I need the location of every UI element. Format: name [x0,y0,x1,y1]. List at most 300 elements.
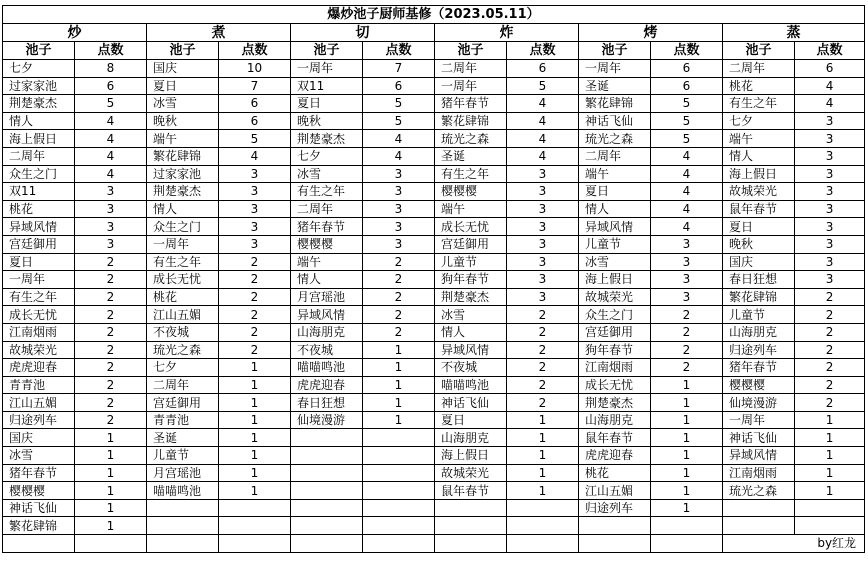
empty-cell [363,447,435,465]
pool-name-cell: 繁花肆锦 [723,288,795,306]
point-count-cell: 3 [363,218,435,236]
point-count-cell: 1 [75,482,147,500]
pool-name-cell: 一周年 [723,411,795,429]
empty-cell [507,535,579,553]
table-row [3,447,865,465]
count-column-header: 点数 [507,42,579,60]
table-row [3,341,865,359]
count-column-header: 点数 [651,42,723,60]
point-count-cell: 1 [795,482,865,500]
table-row [3,306,865,324]
empty-cell [435,499,507,517]
pool-name-cell: 山海朋克 [579,411,651,429]
point-count-cell: 2 [507,376,579,394]
pool-column-header: 池子 [147,42,219,60]
point-count-cell: 4 [795,77,865,95]
pool-name-cell: 端午 [579,165,651,183]
table-row [3,165,865,183]
point-count-cell: 2 [651,323,723,341]
empty-cell [291,535,363,553]
pool-name-cell: 猪年春节 [3,464,75,482]
point-count-cell: 1 [363,341,435,359]
pool-name-cell: 荆楚豪杰 [147,183,219,201]
table-row [3,271,865,289]
pool-name-cell: 桃花 [3,200,75,218]
empty-cell [651,517,723,535]
pool-name-cell: 猪年春节 [723,359,795,377]
point-count-cell: 3 [507,165,579,183]
pool-name-cell: 端午 [723,130,795,148]
pool-name-cell: 海上假日 [435,447,507,465]
pool-name-cell: 情人 [291,271,363,289]
pool-name-cell: 归途列车 [723,341,795,359]
pool-name-cell: 晚秋 [291,112,363,130]
cooking-method-header: 煮 [147,24,291,42]
pool-name-cell: 情人 [579,200,651,218]
point-count-cell: 2 [795,376,865,394]
point-count-cell: 1 [363,376,435,394]
pool-name-cell: 荆楚豪杰 [291,130,363,148]
pool-name-cell: 冰雪 [3,447,75,465]
table-row [3,323,865,341]
cooking-method-header: 烤 [579,24,723,42]
table-row [3,288,865,306]
point-count-cell: 7 [219,77,291,95]
pool-name-cell: 异域风情 [579,218,651,236]
point-count-cell: 3 [507,235,579,253]
pool-name-cell: 端午 [291,253,363,271]
pool-name-cell: 青青池 [147,411,219,429]
point-count-cell: 3 [219,218,291,236]
table-row [3,482,865,500]
empty-cell [435,535,507,553]
point-count-cell: 1 [795,447,865,465]
point-count-cell: 1 [75,429,147,447]
pool-name-cell: 春日狂想 [291,394,363,412]
pool-name-cell: 众生之门 [3,165,75,183]
point-count-cell: 1 [795,464,865,482]
point-count-cell: 1 [75,517,147,535]
pool-name-cell: 海上假日 [3,130,75,148]
point-count-cell: 4 [363,130,435,148]
pool-name-cell: 宫廷御用 [579,323,651,341]
pool-name-cell: 虎虎迎春 [291,376,363,394]
table-row [3,147,865,165]
pool-name-cell: 有生之年 [723,95,795,113]
point-count-cell: 1 [507,411,579,429]
pool-name-cell: 二周年 [147,376,219,394]
point-count-cell: 3 [363,165,435,183]
table-row [3,376,865,394]
point-count-cell: 2 [363,323,435,341]
table-row [3,411,865,429]
pool-name-cell: 异域风情 [723,447,795,465]
pool-name-cell: 江山五媚 [579,482,651,500]
pool-name-cell: 江南烟雨 [579,359,651,377]
empty-cell [219,499,291,517]
point-count-cell: 5 [507,77,579,95]
pool-name-cell: 儿童节 [723,306,795,324]
pool-name-cell: 不夜城 [147,323,219,341]
point-count-cell: 3 [219,183,291,201]
pool-name-cell: 狗年春节 [435,271,507,289]
pool-name-cell: 虎虎迎春 [3,359,75,377]
point-count-cell: 3 [507,253,579,271]
point-count-cell: 1 [219,464,291,482]
point-count-cell: 4 [507,147,579,165]
point-count-cell: 2 [75,394,147,412]
pool-name-cell: 荆楚豪杰 [579,394,651,412]
pool-name-cell: 成长无忧 [579,376,651,394]
pool-name-cell: 神话飞仙 [723,429,795,447]
empty-cell [579,517,651,535]
point-count-cell: 1 [507,482,579,500]
point-count-cell: 3 [507,271,579,289]
point-count-cell: 3 [651,235,723,253]
point-count-cell: 4 [75,165,147,183]
pool-name-cell: 故城荣光 [579,288,651,306]
pool-name-cell: 异域风情 [435,341,507,359]
pool-name-cell: 冰雪 [147,95,219,113]
pool-name-cell: 圣诞 [147,429,219,447]
pool-name-cell: 夏日 [3,253,75,271]
empty-cell [147,535,219,553]
count-column-header: 点数 [795,42,865,60]
point-count-cell: 3 [651,271,723,289]
pool-name-cell: 成长无忧 [147,271,219,289]
pool-name-cell: 有生之年 [435,165,507,183]
pool-column-header: 池子 [579,42,651,60]
empty-cell [147,517,219,535]
point-count-cell: 1 [651,499,723,517]
point-count-cell: 2 [651,359,723,377]
pool-name-cell: 国庆 [723,253,795,271]
point-count-cell: 3 [75,235,147,253]
pool-name-cell: 青青池 [3,376,75,394]
pool-name-cell: 冰雪 [435,306,507,324]
empty-cell [291,429,363,447]
point-count-cell: 1 [219,447,291,465]
pool-name-cell: 一周年 [435,77,507,95]
pool-column-header: 池子 [3,42,75,60]
pool-name-cell: 儿童节 [147,447,219,465]
pool-name-cell: 仙境漫游 [291,411,363,429]
point-count-cell: 2 [75,306,147,324]
pool-name-cell: 月宫瑶池 [291,288,363,306]
point-count-cell: 1 [363,359,435,377]
pool-name-cell: 江南烟雨 [723,464,795,482]
point-count-cell: 6 [75,77,147,95]
pool-name-cell: 双11 [3,183,75,201]
pool-name-cell: 神话飞仙 [3,499,75,517]
point-count-cell: 3 [75,218,147,236]
point-count-cell: 4 [75,147,147,165]
point-count-cell: 3 [795,271,865,289]
empty-cell [3,535,75,553]
point-count-cell: 2 [363,288,435,306]
point-count-cell: 4 [75,130,147,148]
pool-name-cell: 晚秋 [723,235,795,253]
pool-name-cell: 鼠年春节 [579,429,651,447]
pool-name-cell: 众生之门 [147,218,219,236]
point-count-cell: 2 [795,288,865,306]
empty-cell [219,517,291,535]
empty-cell [219,535,291,553]
pool-name-cell: 山海朋克 [723,323,795,341]
pool-name-cell: 宫廷御用 [147,394,219,412]
point-count-cell: 1 [75,447,147,465]
empty-cell [795,499,865,517]
point-count-cell: 1 [651,429,723,447]
point-count-cell: 1 [651,464,723,482]
pool-name-cell: 桃花 [723,77,795,95]
point-count-cell: 2 [507,323,579,341]
pool-name-cell: 七夕 [723,112,795,130]
point-count-cell: 10 [219,60,291,78]
pool-name-cell: 樱樱樱 [291,235,363,253]
pool-name-cell: 繁花肆锦 [579,95,651,113]
table-row [3,183,865,201]
point-count-cell: 3 [795,218,865,236]
pool-name-cell: 一周年 [147,235,219,253]
empty-cell [291,482,363,500]
pool-name-cell: 琉光之森 [147,341,219,359]
pool-name-cell: 七夕 [3,60,75,78]
pool-name-cell: 海上假日 [579,271,651,289]
empty-cell [291,464,363,482]
table-row [3,130,865,148]
point-count-cell: 4 [219,147,291,165]
point-count-cell: 7 [363,60,435,78]
pool-name-cell: 国庆 [3,429,75,447]
pool-name-cell: 七夕 [147,359,219,377]
point-count-cell: 2 [75,411,147,429]
pool-name-cell: 繁花肆锦 [147,147,219,165]
pool-name-cell: 夏日 [291,95,363,113]
table-row [3,499,865,517]
pool-name-cell: 故城荣光 [723,183,795,201]
pool-name-cell: 虎虎迎春 [579,447,651,465]
empty-cell [723,517,795,535]
point-count-cell: 3 [795,183,865,201]
pool-name-cell: 一周年 [579,60,651,78]
table-row [3,535,865,553]
point-count-cell: 1 [219,376,291,394]
table-row [3,394,865,412]
point-count-cell: 4 [75,112,147,130]
pool-name-cell: 繁花肆锦 [435,112,507,130]
pool-name-cell: 荆楚豪杰 [435,288,507,306]
point-count-cell: 4 [651,200,723,218]
pool-name-cell: 鼠年春节 [435,482,507,500]
pool-name-cell: 故城荣光 [3,341,75,359]
point-count-cell: 2 [795,359,865,377]
point-count-cell: 2 [219,341,291,359]
pool-name-cell: 桃花 [147,288,219,306]
empty-cell [291,499,363,517]
table-row [3,95,865,113]
pool-name-cell: 归途列车 [579,499,651,517]
empty-cell [147,499,219,517]
point-count-cell: 4 [363,147,435,165]
pool-name-cell: 成长无忧 [435,218,507,236]
point-count-cell: 2 [507,394,579,412]
pool-name-cell: 樱樱樱 [723,376,795,394]
empty-cell [579,535,651,553]
author-credit: by红龙 [723,535,865,553]
pool-name-cell: 异域风情 [291,306,363,324]
table-row [3,359,865,377]
pool-name-cell: 喵喵鸣池 [435,376,507,394]
table-row [3,517,865,535]
point-count-cell: 3 [795,235,865,253]
pool-name-cell: 一周年 [291,60,363,78]
pool-name-cell: 喵喵鸣池 [291,359,363,377]
point-count-cell: 6 [363,77,435,95]
empty-cell [507,499,579,517]
pool-name-cell: 夏日 [579,183,651,201]
pool-name-cell: 有生之年 [3,288,75,306]
pool-name-cell: 冰雪 [579,253,651,271]
pool-name-cell: 春日狂想 [723,271,795,289]
point-count-cell: 4 [507,95,579,113]
point-count-cell: 2 [75,271,147,289]
point-count-cell: 3 [651,288,723,306]
pool-name-cell: 过家家池 [3,77,75,95]
point-count-cell: 2 [363,306,435,324]
point-count-cell: 3 [795,165,865,183]
point-count-cell: 4 [507,112,579,130]
pool-name-cell: 情人 [435,323,507,341]
point-count-cell: 2 [219,271,291,289]
spreadsheet [2,5,865,553]
empty-cell [651,535,723,553]
pool-name-cell: 神话飞仙 [579,112,651,130]
point-count-cell: 2 [75,323,147,341]
pool-name-cell: 繁花肆锦 [3,517,75,535]
pool-name-cell: 有生之年 [291,183,363,201]
empty-cell [363,535,435,553]
pool-name-cell: 端午 [435,200,507,218]
pool-name-cell: 二周年 [435,60,507,78]
count-column-header: 点数 [219,42,291,60]
table-row [3,429,865,447]
point-count-cell: 2 [75,359,147,377]
point-count-cell: 2 [795,341,865,359]
point-count-cell: 6 [507,60,579,78]
table-row [3,200,865,218]
point-count-cell: 1 [75,499,147,517]
point-count-cell: 1 [507,429,579,447]
point-count-cell: 1 [219,394,291,412]
point-count-cell: 3 [363,235,435,253]
pool-name-cell: 一周年 [3,271,75,289]
pool-name-cell: 山海朋克 [291,323,363,341]
pool-name-cell: 樱樱樱 [435,183,507,201]
point-count-cell: 4 [651,165,723,183]
point-count-cell: 4 [651,183,723,201]
point-count-cell: 2 [219,323,291,341]
pool-name-cell: 夏日 [435,411,507,429]
point-count-cell: 4 [795,95,865,113]
pool-name-cell: 海上假日 [723,165,795,183]
point-count-cell: 1 [219,359,291,377]
empty-cell [507,517,579,535]
point-count-cell: 6 [651,60,723,78]
pool-name-cell: 樱樱樱 [3,482,75,500]
point-count-cell: 2 [795,306,865,324]
pool-name-cell: 情人 [723,147,795,165]
pool-name-cell: 二周年 [291,200,363,218]
point-count-cell: 3 [651,253,723,271]
pool-name-cell: 猪年春节 [291,218,363,236]
empty-cell [363,464,435,482]
empty-cell [363,429,435,447]
point-count-cell: 1 [651,411,723,429]
pool-name-cell: 有生之年 [147,253,219,271]
point-count-cell: 1 [795,411,865,429]
pool-name-cell: 异域风情 [3,218,75,236]
point-count-cell: 3 [507,218,579,236]
point-count-cell: 2 [651,341,723,359]
cooking-method-header: 蒸 [723,24,865,42]
pool-table [2,5,865,553]
empty-cell [291,447,363,465]
pool-column-header: 池子 [291,42,363,60]
point-count-cell: 1 [651,376,723,394]
cooking-method-header: 切 [291,24,435,42]
table-row [3,253,865,271]
point-count-cell: 2 [219,306,291,324]
pool-name-cell: 国庆 [147,60,219,78]
pool-name-cell: 江山五媚 [147,306,219,324]
empty-cell [363,517,435,535]
pool-name-cell: 夏日 [723,218,795,236]
pool-name-cell: 荆楚豪杰 [3,95,75,113]
point-count-cell: 5 [219,130,291,148]
point-count-cell: 3 [795,112,865,130]
pool-name-cell: 晚秋 [147,112,219,130]
point-count-cell: 1 [507,464,579,482]
pool-name-cell: 二周年 [723,60,795,78]
point-count-cell: 2 [75,253,147,271]
table-row [3,60,865,78]
pool-name-cell: 端午 [147,130,219,148]
point-count-cell: 3 [507,183,579,201]
point-count-cell: 5 [363,95,435,113]
pool-name-cell: 故城荣光 [435,464,507,482]
pool-name-cell: 江南烟雨 [3,323,75,341]
pool-name-cell: 喵喵鸣池 [147,482,219,500]
point-count-cell: 2 [795,323,865,341]
table-row [3,218,865,236]
cooking-method-header: 炒 [3,24,147,42]
point-count-cell: 1 [651,482,723,500]
point-count-cell: 3 [795,130,865,148]
point-count-cell: 1 [507,447,579,465]
point-count-cell: 3 [219,200,291,218]
point-count-cell: 4 [651,147,723,165]
table-row [3,112,865,130]
empty-cell [795,517,865,535]
point-count-cell: 1 [651,394,723,412]
pool-name-cell: 二周年 [3,147,75,165]
point-count-cell: 5 [651,95,723,113]
point-count-cell: 3 [219,235,291,253]
pool-name-cell: 琉光之森 [435,130,507,148]
pool-name-cell: 情人 [147,200,219,218]
empty-cell [363,482,435,500]
